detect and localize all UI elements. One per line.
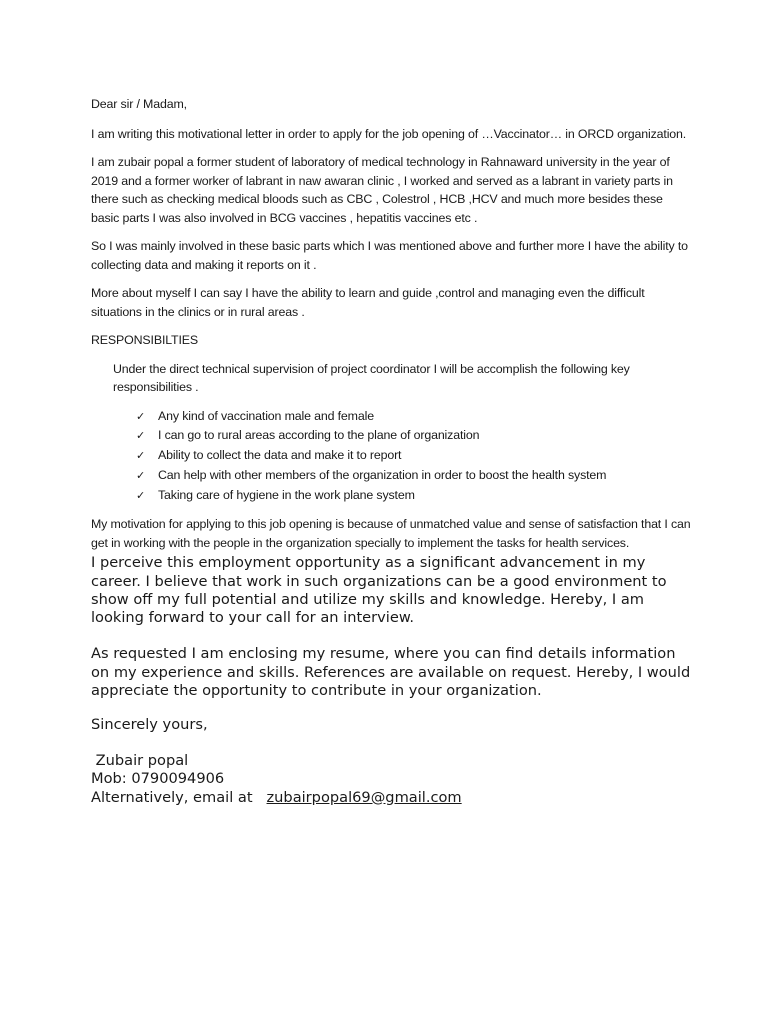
list-item-text: Can help with other members of the organization in order to boost the health system [158,467,607,482]
paragraph-application: I am writing this motivational letter in order to apply for the job opening of …Vaccinator… in ORCD organization. [91,126,687,141]
list-item [136,426,691,446]
paragraph-motivation: My motivation for applying to this job opening is because of unmatched value and sense of satisfaction that I can get in working with the people in the organization specially to implement the tasks for health services. [91,517,691,550]
paragraph-about-myself: More about myself I can say I have the ability to learn and guide ,control and managing even the difficult situations in the clinics or in rural areas . [91,286,645,319]
closing: Sincerely yours, [91,715,208,733]
checkmark-icon: ✓ [136,449,146,463]
email-line [91,789,691,807]
list-item [136,466,691,486]
salutation: Dear sir / Madam, [91,97,187,111]
list-item [136,446,691,466]
paragraph-opportunity: I perceive this employment opportunity as a significant advancement in my career. I believe that work in such organizations can be a good environment to show off my full potential and utilize my skills and knowledge. Hereby, I am looking forward to your call for an interview. [91,554,667,627]
checkmark-icon: ✓ [136,468,146,482]
checkmark-icon: ✓ [136,409,146,423]
list-item [136,407,691,427]
responsibilities-heading: RESPONSIBILTIES [91,333,199,347]
paragraph-experience: So I was mainly involved in these basic parts which I was mentioned above and further more I have the ability to collecting data and making it reports on it . [91,239,688,272]
email-link[interactable]: zubairpopal69@gmail.com [266,788,462,806]
signature-name: Zubair popal [91,752,189,770]
paragraph-background: I am zubair popal a former student of laboratory of medical technology in Rahnaward university in the year of 2019 and a former worker of labrant in naw awaran clinic , I worked and served as a labrant in variety parts in there such as checking medical bloods such as CBC , Colestrol , HCB ,HCV and much more besides these basic parts I was also involved in BCG vaccines , hepatitis vaccines etc . [91,155,673,225]
list-item [136,486,691,506]
list-item-text: Ability to collect the data and make it to report [158,448,402,463]
letter-page [91,95,691,807]
checkmark-icon: ✓ [136,429,146,443]
responsibilities-list [91,407,691,506]
list-item-text: I can go to rural areas according to the plane of organization [158,428,480,443]
list-item-text: Any kind of vaccination male and female [158,408,374,423]
list-item-text: Taking care of hygiene in the work plane system [158,487,415,502]
mobile-number: Mob: 0790094906 [91,770,225,788]
responsibilities-intro: Under the direct technical supervision of project coordinator I will be accomplish the following key responsibilities . [113,361,630,394]
email-prefix: Alternatively, email at [91,788,267,806]
paragraph-resume: As requested I am enclosing my resume, where you can find details information on my experience and skills. References are available on request. Hereby, I would appreciate the opportunity to contribute in your organization. [91,645,691,699]
checkmark-icon: ✓ [136,488,146,502]
